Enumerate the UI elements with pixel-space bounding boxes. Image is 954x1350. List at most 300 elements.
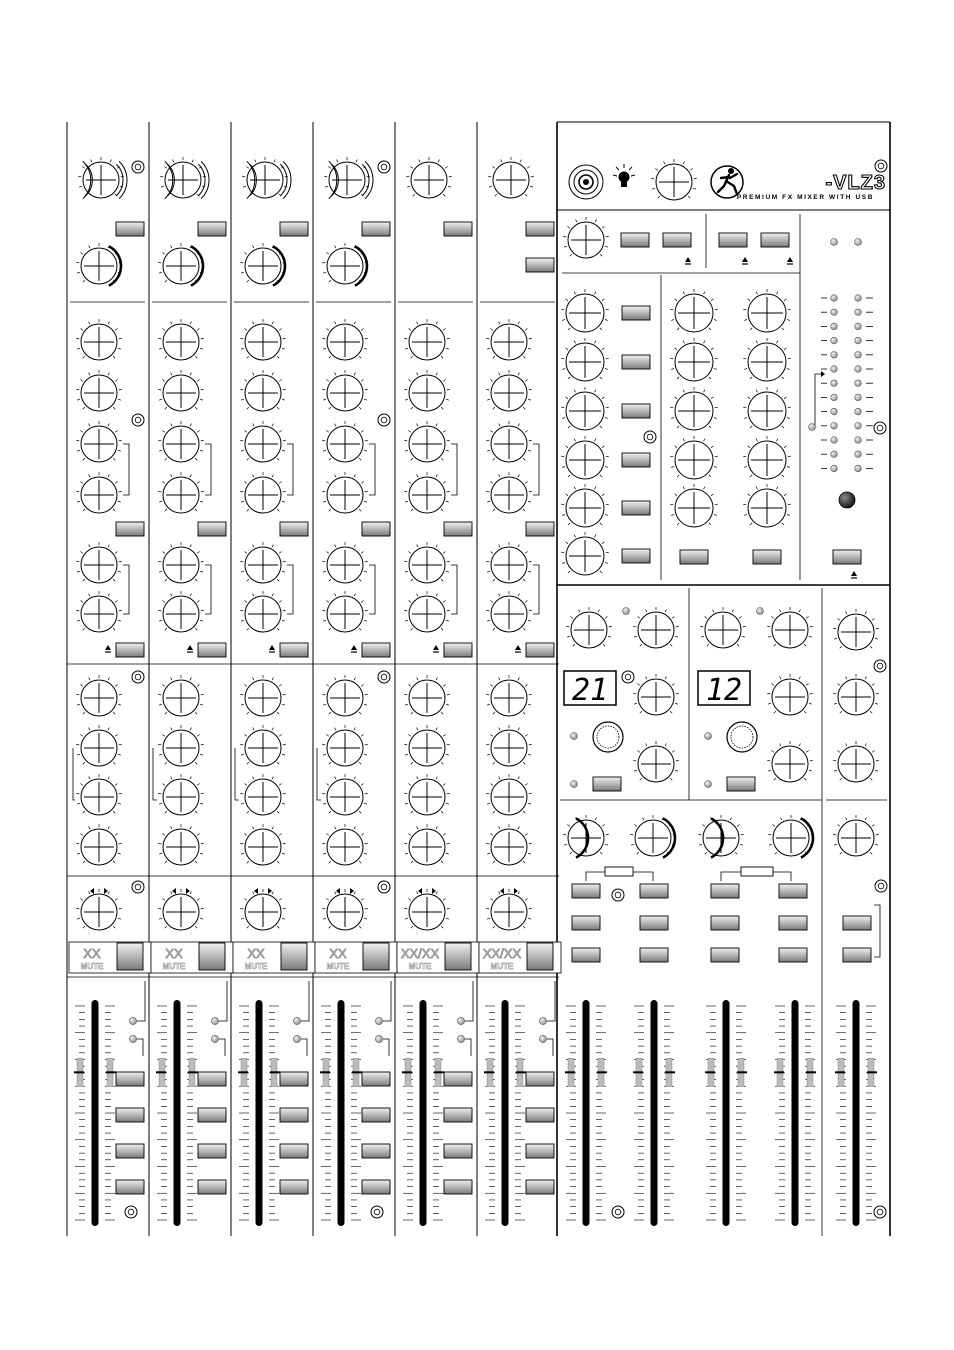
fader-slot[interactable] [174,1000,181,1226]
fx-param-knob[interactable] [767,674,812,715]
mute-led-link [547,981,555,1021]
meter-led [831,380,838,387]
low-cut-button[interactable] [444,222,472,236]
knob-tick [113,356,115,358]
knob-tick [359,811,361,813]
knob-tick [200,571,203,572]
aux-send-knob[interactable] [158,319,203,360]
knob-tick [359,712,361,714]
eq-knob[interactable] [486,675,531,716]
screw-icon [612,889,624,901]
fader-slot[interactable] [583,1000,590,1226]
subgroup-assign-button[interactable] [711,884,739,898]
source-button[interactable] [621,233,649,247]
knob-tick [528,571,531,572]
source-button[interactable] [719,233,747,247]
assign-button[interactable] [198,1180,226,1194]
fx-send-knob[interactable] [486,542,531,583]
knob-tick [564,844,567,845]
aux-send-knob[interactable] [322,370,367,411]
knob-tick [411,579,413,581]
subgroup-assign-button[interactable] [711,948,739,962]
fx-mute-button[interactable] [753,550,781,564]
eq-knob[interactable] [404,824,449,865]
eq-knob[interactable] [486,824,531,865]
lamp-ray [631,175,635,176]
subgroup-assign-button[interactable] [711,916,739,930]
eq-knob[interactable] [158,675,203,716]
eq-knob[interactable] [158,824,203,865]
subgroup-assign-button[interactable] [640,884,668,898]
fader-slot[interactable] [651,1000,658,1226]
eq-knob[interactable] [322,824,367,865]
fx-to-monitor-button[interactable] [198,643,226,657]
knob-tick [279,734,281,736]
mute-button[interactable] [117,943,143,970]
aux-send-knob[interactable] [322,421,367,462]
knob-tick [328,166,330,168]
fx-send-knob[interactable] [158,591,203,632]
channel-fader[interactable] [156,1000,198,1226]
aux-send-knob[interactable] [240,421,285,462]
sub-level-knob[interactable] [563,815,608,858]
knob-tick [241,501,244,502]
aux-master-knob[interactable] [561,338,608,381]
aux-send-knob[interactable] [486,472,531,513]
aux-master-button[interactable] [622,453,650,467]
mute-label-text: MUTE [326,962,350,971]
fx-tap-button[interactable] [593,777,621,791]
comp-knob[interactable] [240,243,285,286]
knob-tick [492,166,494,168]
fx-to-aux-knob[interactable] [670,387,717,430]
fx-mute-button[interactable] [680,550,708,564]
fader-slot[interactable] [338,1000,345,1226]
main-knob[interactable] [833,741,878,782]
fx-send-knob[interactable] [158,542,203,583]
eq-knob[interactable] [76,774,121,815]
pre-post-button[interactable] [444,522,472,536]
low-cut-button[interactable] [362,222,390,236]
knob-tick [446,704,449,705]
fx-send-knob[interactable] [76,542,121,583]
subgroup-assign-button[interactable] [640,948,668,962]
knob-tick [443,379,445,381]
aux-send-knob[interactable] [322,319,367,360]
fx-to-aux-knob[interactable] [743,338,790,381]
knob-tick [683,487,684,490]
knob-tick [683,439,684,442]
eq-knob[interactable] [158,774,203,815]
aux-send-knob[interactable] [404,472,449,513]
aux-master-button[interactable] [622,501,650,515]
fader-slot[interactable] [420,1000,427,1226]
assign-button[interactable] [198,1072,226,1086]
knob-tick [774,644,776,646]
knob-tick [89,827,90,830]
channel-fader[interactable] [565,1000,607,1226]
trim-knob[interactable] [160,157,209,199]
source-button[interactable] [663,233,691,247]
sub-level-knob[interactable] [768,815,813,858]
assign-button[interactable] [280,1144,308,1158]
knob-tick [446,348,449,349]
knob-tick [335,246,336,249]
knob-tick [408,379,410,381]
aux-send-knob[interactable] [486,421,531,462]
aux-send-knob[interactable] [240,472,285,513]
eq-knob[interactable] [240,675,285,716]
subgroup-assign-button[interactable] [779,916,807,930]
knob-tick [837,618,839,620]
mute-button[interactable] [199,943,225,970]
fader-slot[interactable] [792,1000,799,1226]
eq-knob[interactable] [240,774,285,815]
fx-send-knob[interactable] [240,591,285,632]
pre-post-button[interactable] [526,522,554,536]
fx-send-knob[interactable] [404,542,449,583]
fx-to-monitor-button[interactable] [526,643,554,657]
knob-tick [525,600,527,602]
knob-tick [77,853,80,854]
pan-left-mark [90,888,94,894]
eq-knob[interactable] [404,725,449,766]
knob-tick [159,450,162,451]
knob-tick [487,620,490,621]
assign-button[interactable] [362,1108,390,1122]
mode-button[interactable] [833,550,861,564]
eq-knob[interactable] [486,725,531,766]
assign-button[interactable] [280,1072,308,1086]
aux-send-knob[interactable] [158,370,203,411]
aux-master-knob[interactable] [561,289,608,332]
knob-tick [108,678,109,681]
fx-to-monitor-button[interactable] [444,643,472,657]
knob-tick [162,328,164,330]
subgroup-assign-button[interactable] [640,916,668,930]
fx-send-knob[interactable] [322,591,367,632]
knob-tick [501,160,502,163]
level-switch-button[interactable] [526,258,554,272]
comp-knob[interactable] [322,243,367,286]
trim-knob[interactable] [406,157,451,198]
eq-knob[interactable] [404,774,449,815]
eq-knob[interactable] [322,675,367,716]
fx-to-aux-knob[interactable] [670,338,717,381]
knob-tick [487,918,490,919]
knob-tick [637,683,639,685]
subgroup-assign-button[interactable] [572,948,600,962]
fx-tap-button[interactable] [727,777,755,791]
fx-to-monitor-button[interactable] [280,643,308,657]
assign-button[interactable] [444,1072,472,1086]
low-cut-button[interactable] [280,222,308,236]
assign-button[interactable] [526,1180,554,1194]
assign-button[interactable] [526,1144,554,1158]
main-knob[interactable] [833,674,878,715]
knob-tick [359,762,361,764]
fx-to-monitor-button[interactable] [362,643,390,657]
fx-to-aux-knob[interactable] [670,436,717,479]
pan-knob[interactable] [404,888,449,930]
main-mix-section [833,609,887,1226]
assign-button[interactable] [280,1180,308,1194]
assign-button[interactable] [116,1180,144,1194]
fx-to-aux-knob[interactable] [670,484,717,527]
knob-tick [165,811,167,813]
mute-button[interactable] [363,943,389,970]
channel-fader[interactable] [320,1000,362,1226]
main-knob[interactable] [833,609,878,650]
subgroup-assign-button[interactable] [572,916,600,930]
assign-button[interactable] [362,1144,390,1158]
aux-master-button[interactable] [622,549,650,563]
aux-master-button[interactable] [622,306,650,320]
aux-send-knob[interactable] [76,319,121,360]
channel-fader[interactable] [705,1000,747,1226]
main-level-knob[interactable] [833,815,878,856]
knob-tick [436,827,437,830]
sub-level-knob[interactable] [630,815,675,858]
knob-tick [241,450,244,451]
fader-slot[interactable] [92,1000,99,1226]
assign-button[interactable] [444,1144,472,1158]
aux-send-knob[interactable] [486,370,531,411]
mute-button[interactable] [527,943,553,970]
channel-fader[interactable] [774,1000,816,1226]
main-assign-button[interactable] [843,916,871,930]
fx-param-knob[interactable] [767,607,812,648]
channel-fader[interactable] [402,1000,444,1226]
knob-tick [277,712,279,714]
eq-knob[interactable] [76,675,121,716]
fx-send-knob[interactable] [486,591,531,632]
knob-tick [605,319,608,320]
eq-knob[interactable] [322,725,367,766]
channel-fader[interactable] [74,1000,116,1226]
aux-send-knob[interactable] [76,472,121,513]
knob-tick [809,770,812,771]
fx-param-knob[interactable] [633,741,678,782]
trim-knob[interactable] [324,157,373,199]
aux-send-knob[interactable] [486,319,531,360]
knob-tick [277,356,279,358]
fx-send-knob[interactable] [240,542,285,583]
fx-to-aux-knob[interactable] [743,289,790,332]
jack-center [583,179,589,185]
fx-param-knob[interactable] [633,674,678,715]
assign-button[interactable] [526,1108,554,1122]
fader-slot[interactable] [723,1000,730,1226]
fx-program-encoder[interactable] [593,722,623,752]
knob-tick [329,712,331,714]
knob-tick [748,348,750,350]
assign-button[interactable] [198,1108,226,1122]
aux-send-knob[interactable] [158,421,203,462]
pre-post-button[interactable] [362,522,390,536]
fx-send-knob[interactable] [76,591,121,632]
assign-button[interactable] [526,1072,554,1086]
knob-tick [359,407,361,409]
knob-tick [675,348,677,350]
assign-button[interactable] [280,1108,308,1122]
eq-knob[interactable] [76,725,121,766]
eq-knob[interactable] [404,675,449,716]
subgroup-assign-button[interactable] [572,884,600,898]
assign-button[interactable] [116,1108,144,1122]
knob-tick [200,450,203,451]
knob-tick [354,322,355,325]
assign-button[interactable] [116,1144,144,1158]
knob-tick [329,280,331,282]
knob-tick [870,711,872,713]
screw-head [874,660,886,672]
knob-tick [255,160,256,163]
low-cut-button[interactable] [526,222,554,236]
sub-level-knob[interactable] [698,815,743,858]
knob-tick [364,704,367,705]
pan-knob[interactable] [486,888,531,930]
link-bracket [533,444,539,495]
channel-fader[interactable] [238,1000,280,1226]
channel-fader[interactable] [633,1000,675,1226]
knob-tick [799,744,800,747]
assign-button[interactable] [362,1072,390,1086]
knob-tick [359,458,361,460]
knob-tick [77,918,80,919]
aux-master-button[interactable] [622,404,650,418]
ol-led-link [301,1039,307,1056]
trim-knob[interactable] [242,157,291,199]
fader-slot[interactable] [853,1000,860,1226]
assign-button[interactable] [444,1180,472,1194]
channel-fader[interactable] [484,1000,526,1226]
mute-led-link [301,981,309,1021]
arrow-head [187,645,193,650]
aux-send-knob[interactable] [158,472,203,513]
aux-send-knob[interactable] [76,421,121,462]
fx-param-knob[interactable] [566,607,611,648]
fx-return-knob[interactable] [563,217,608,258]
knob-tick [279,551,281,553]
aux-send-knob[interactable] [240,370,285,411]
knob-tick [579,610,580,613]
trim-knob[interactable] [78,157,127,199]
knob-tick [774,711,776,713]
comp-knob[interactable] [158,243,203,286]
fx-param-knob[interactable] [767,741,812,782]
knob-tick [446,450,449,451]
fx-send-knob[interactable] [322,542,367,583]
aux-send-knob[interactable] [404,319,449,360]
knob-tick [279,600,281,602]
pre-post-button[interactable] [198,522,226,536]
fx-to-aux-knob[interactable] [743,484,790,527]
subgroup-assign-button[interactable] [779,884,807,898]
knob-tick [744,319,747,320]
knob-tick [670,711,672,713]
knob-tick [411,811,413,813]
assign-button[interactable] [116,1072,144,1086]
aux-send-knob[interactable] [240,319,285,360]
channel-fader[interactable] [835,1000,877,1226]
up-arrow-icon [269,645,275,652]
pre-post-button[interactable] [280,522,308,536]
knob-tick [253,373,254,376]
fader-slot[interactable] [256,1000,263,1226]
low-cut-button[interactable] [116,222,144,236]
source-button[interactable] [761,233,789,247]
fx-to-aux-knob[interactable] [743,387,790,430]
knob-tick [115,379,117,381]
assign-button[interactable] [198,1144,226,1158]
eq-knob[interactable] [76,824,121,865]
aux-master-knob[interactable] [561,484,608,527]
fx-to-monitor-button[interactable] [116,643,144,657]
eq-knob[interactable] [240,725,285,766]
pan-knob[interactable] [158,888,203,930]
fx-program-encoder[interactable] [727,722,757,752]
pan-knob[interactable] [322,888,367,930]
knob-tick [525,898,527,900]
mute-button[interactable] [445,943,471,970]
comp-knob[interactable] [76,243,121,286]
fx-param-knob[interactable] [633,607,678,648]
phones-level-knob[interactable] [651,159,696,200]
pre-post-button[interactable] [116,522,144,536]
fader-slot[interactable] [502,1000,509,1226]
assign-button[interactable] [362,1180,390,1194]
aux-master-knob[interactable] [561,532,608,575]
pan-knob[interactable] [76,888,121,930]
aux-master-knob[interactable] [561,387,608,430]
low-cut-button[interactable] [198,222,226,236]
fx-param-knob[interactable] [700,607,745,648]
knob-tick [277,458,279,460]
knob-tick [771,750,773,752]
aux-send-knob[interactable] [404,421,449,462]
eq-knob[interactable] [322,774,367,815]
pan-knob[interactable] [240,888,285,930]
knob-tick [744,417,747,418]
power-led [831,239,838,246]
eq-knob[interactable] [240,824,285,865]
trim-knob[interactable] [488,157,533,198]
subgroup-assign-button[interactable] [779,948,807,962]
main-assign-button[interactable] [843,948,871,962]
knob-tick [709,377,711,379]
eq-knob[interactable] [486,774,531,815]
aux-master-knob[interactable] [561,436,608,479]
knob-tick [411,712,413,714]
aux-send-knob[interactable] [322,472,367,513]
subgroup-section [563,815,816,1226]
fx-send-knob[interactable] [404,591,449,632]
aux-master-button[interactable] [622,355,650,369]
aux-send-knob[interactable] [404,370,449,411]
knob-tick [247,356,249,358]
mute-button[interactable] [281,943,307,970]
knob-tick [775,852,777,854]
knob-tick [605,246,608,247]
knob-tick [279,481,281,483]
assign-button[interactable] [444,1108,472,1122]
eq-knob[interactable] [158,725,203,766]
fx-to-aux-knob[interactable] [743,436,790,479]
fx-to-aux-knob[interactable] [670,289,717,332]
aux-send-knob[interactable] [76,370,121,411]
knob-tick [80,481,82,483]
